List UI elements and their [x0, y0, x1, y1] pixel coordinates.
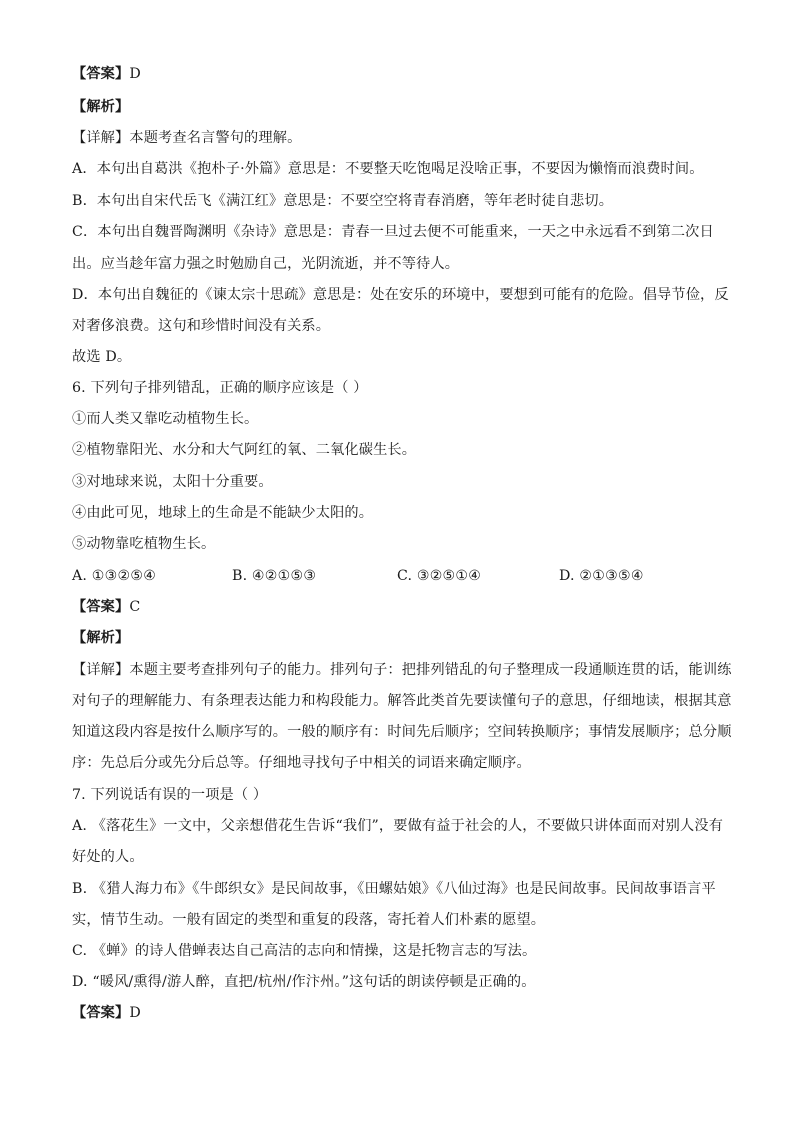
explanation-a: A．本句出自葛洪《抱朴子·外篇》意思是：不要整天吃饱喝足没啥正事，不要因为懒惰而浪费时间。 [72, 161, 704, 177]
question-7-option-d: D. “暖风/熏得/游人醉，直把/杭州/作汴州。”这句话的朗读停顿是正确的。 [72, 974, 536, 990]
question-7-option-b-line2: 实，情节生动。一般有固定的类型和重复的段落，寄托着人们朴素的愿望。 [72, 912, 546, 928]
explanation-b: B．本句出自宋代岳飞《满江红》意思是：不要空空将青春消磨，等年老时徒自悲切。 [72, 193, 614, 209]
explanation-c-line1: C．本句出自魏晋陶渊明《杂诗》意思是：青春一旦过去便不可能重来，一天之中永远看不到第二次日 [72, 224, 714, 240]
detail-text: 本题主要考查排列句子的能力。排列句子：把排列错乱的句子整理成一段通顺连贯的话，能训练 [129, 662, 732, 678]
option-b: B. ④②①⑤③ [232, 568, 317, 584]
question-6-detail-line1 [72, 660, 732, 680]
option-c: C. ③②⑤①④ [397, 568, 482, 584]
detail-text: 本题考查名言警句的理解。 [129, 130, 302, 146]
explanation-d-line1: D．本句出自魏征的《谏太宗十思疏》意思是：处在安乐的环境中，要想到可能有的危险。倡导节俭，反 [72, 287, 729, 303]
question-6-stem: 6. 下列句子排列错乱，正确的顺序应该是（ ） [72, 380, 368, 396]
question-6-sentence-3: ③对地球来说，太阳十分重要。 [72, 474, 273, 490]
question-7-option-b-line1: B. 《猎人海力布》《牛郎织女》是民间故事，《田螺姑娘》《八仙过海》也是民间故事。民间故事语言平 [72, 881, 716, 897]
explanation-d-line2: 对奢侈浪费。这句和珍惜时间没有关系。 [72, 318, 331, 334]
question-6-answer-line [72, 597, 140, 617]
answer-line [72, 64, 141, 84]
question-7-answer-line [72, 1003, 141, 1023]
answer-tag: 【答案】 [72, 66, 130, 82]
answer-tag: 【答案】 [72, 1005, 130, 1021]
question-6-detail-line4: 序：先总后分或先分后总等。仔细地寻找句子中相关的词语来确定顺序。 [72, 755, 531, 771]
detail-tag: 【详解】 [72, 662, 130, 678]
question-7-stem: 7. 下列说话有误的一项是（ ） [72, 787, 268, 803]
question-7-option-a-line1: A. 《落花生》一文中，父亲想借花生告诉“我们”，要做有益于社会的人，不要做只讲体面而对别人没有 [72, 818, 724, 834]
question-6-sentence-5: ⑤动物靠吃植物生长。 [72, 536, 216, 552]
detail-tag: 【详解】 [72, 130, 130, 146]
answer-tag: 【答案】 [72, 599, 130, 615]
question-6-sentence-4: ④由此可见，地球上的生命是不能缺少太阳的。 [72, 505, 374, 521]
explanation-c-line2: 出。应当趁年富力强之时勉励自己，光阴流逝，并不等待人。 [72, 256, 460, 272]
question-6-sentence-2: ②植物靠阳光、水分和大气阿红的氧、二氧化碳生长。 [72, 442, 417, 458]
answer-value: C [129, 599, 141, 615]
question-6-sentence-1: ①而人类又靠吃动植物生长。 [72, 411, 259, 427]
option-d: D. ②①③⑤④ [559, 568, 644, 584]
analysis-tag: 【解析】 [72, 99, 130, 115]
answer-value: D [129, 66, 141, 82]
option-a: A. ①③②⑤④ [72, 568, 157, 584]
detail-line [72, 128, 301, 148]
question-6-options [72, 566, 732, 586]
question-7-option-c: C. 《蝉》的诗人借蝉表达自己高洁的志向和情操，这是托物言志的写法。 [72, 943, 537, 959]
conclusion: 故选 D。 [72, 349, 132, 365]
question-6-detail-line2: 对句子的理解能力、有条理表达能力和构段能力。解答此类首先要读懂句子的意思，仔细地读，根据其意 [72, 693, 732, 709]
question-6-detail-line3: 知道这段内容是按什么顺序写的。一般的顺序有：时间先后顺序；空间转换顺序；事情发展顺序；总分顺 [72, 724, 732, 740]
question-7-option-a-line2: 好处的人。 [72, 849, 144, 865]
answer-value: D [129, 1005, 141, 1021]
question-6-analysis-tag: 【解析】 [72, 630, 130, 646]
